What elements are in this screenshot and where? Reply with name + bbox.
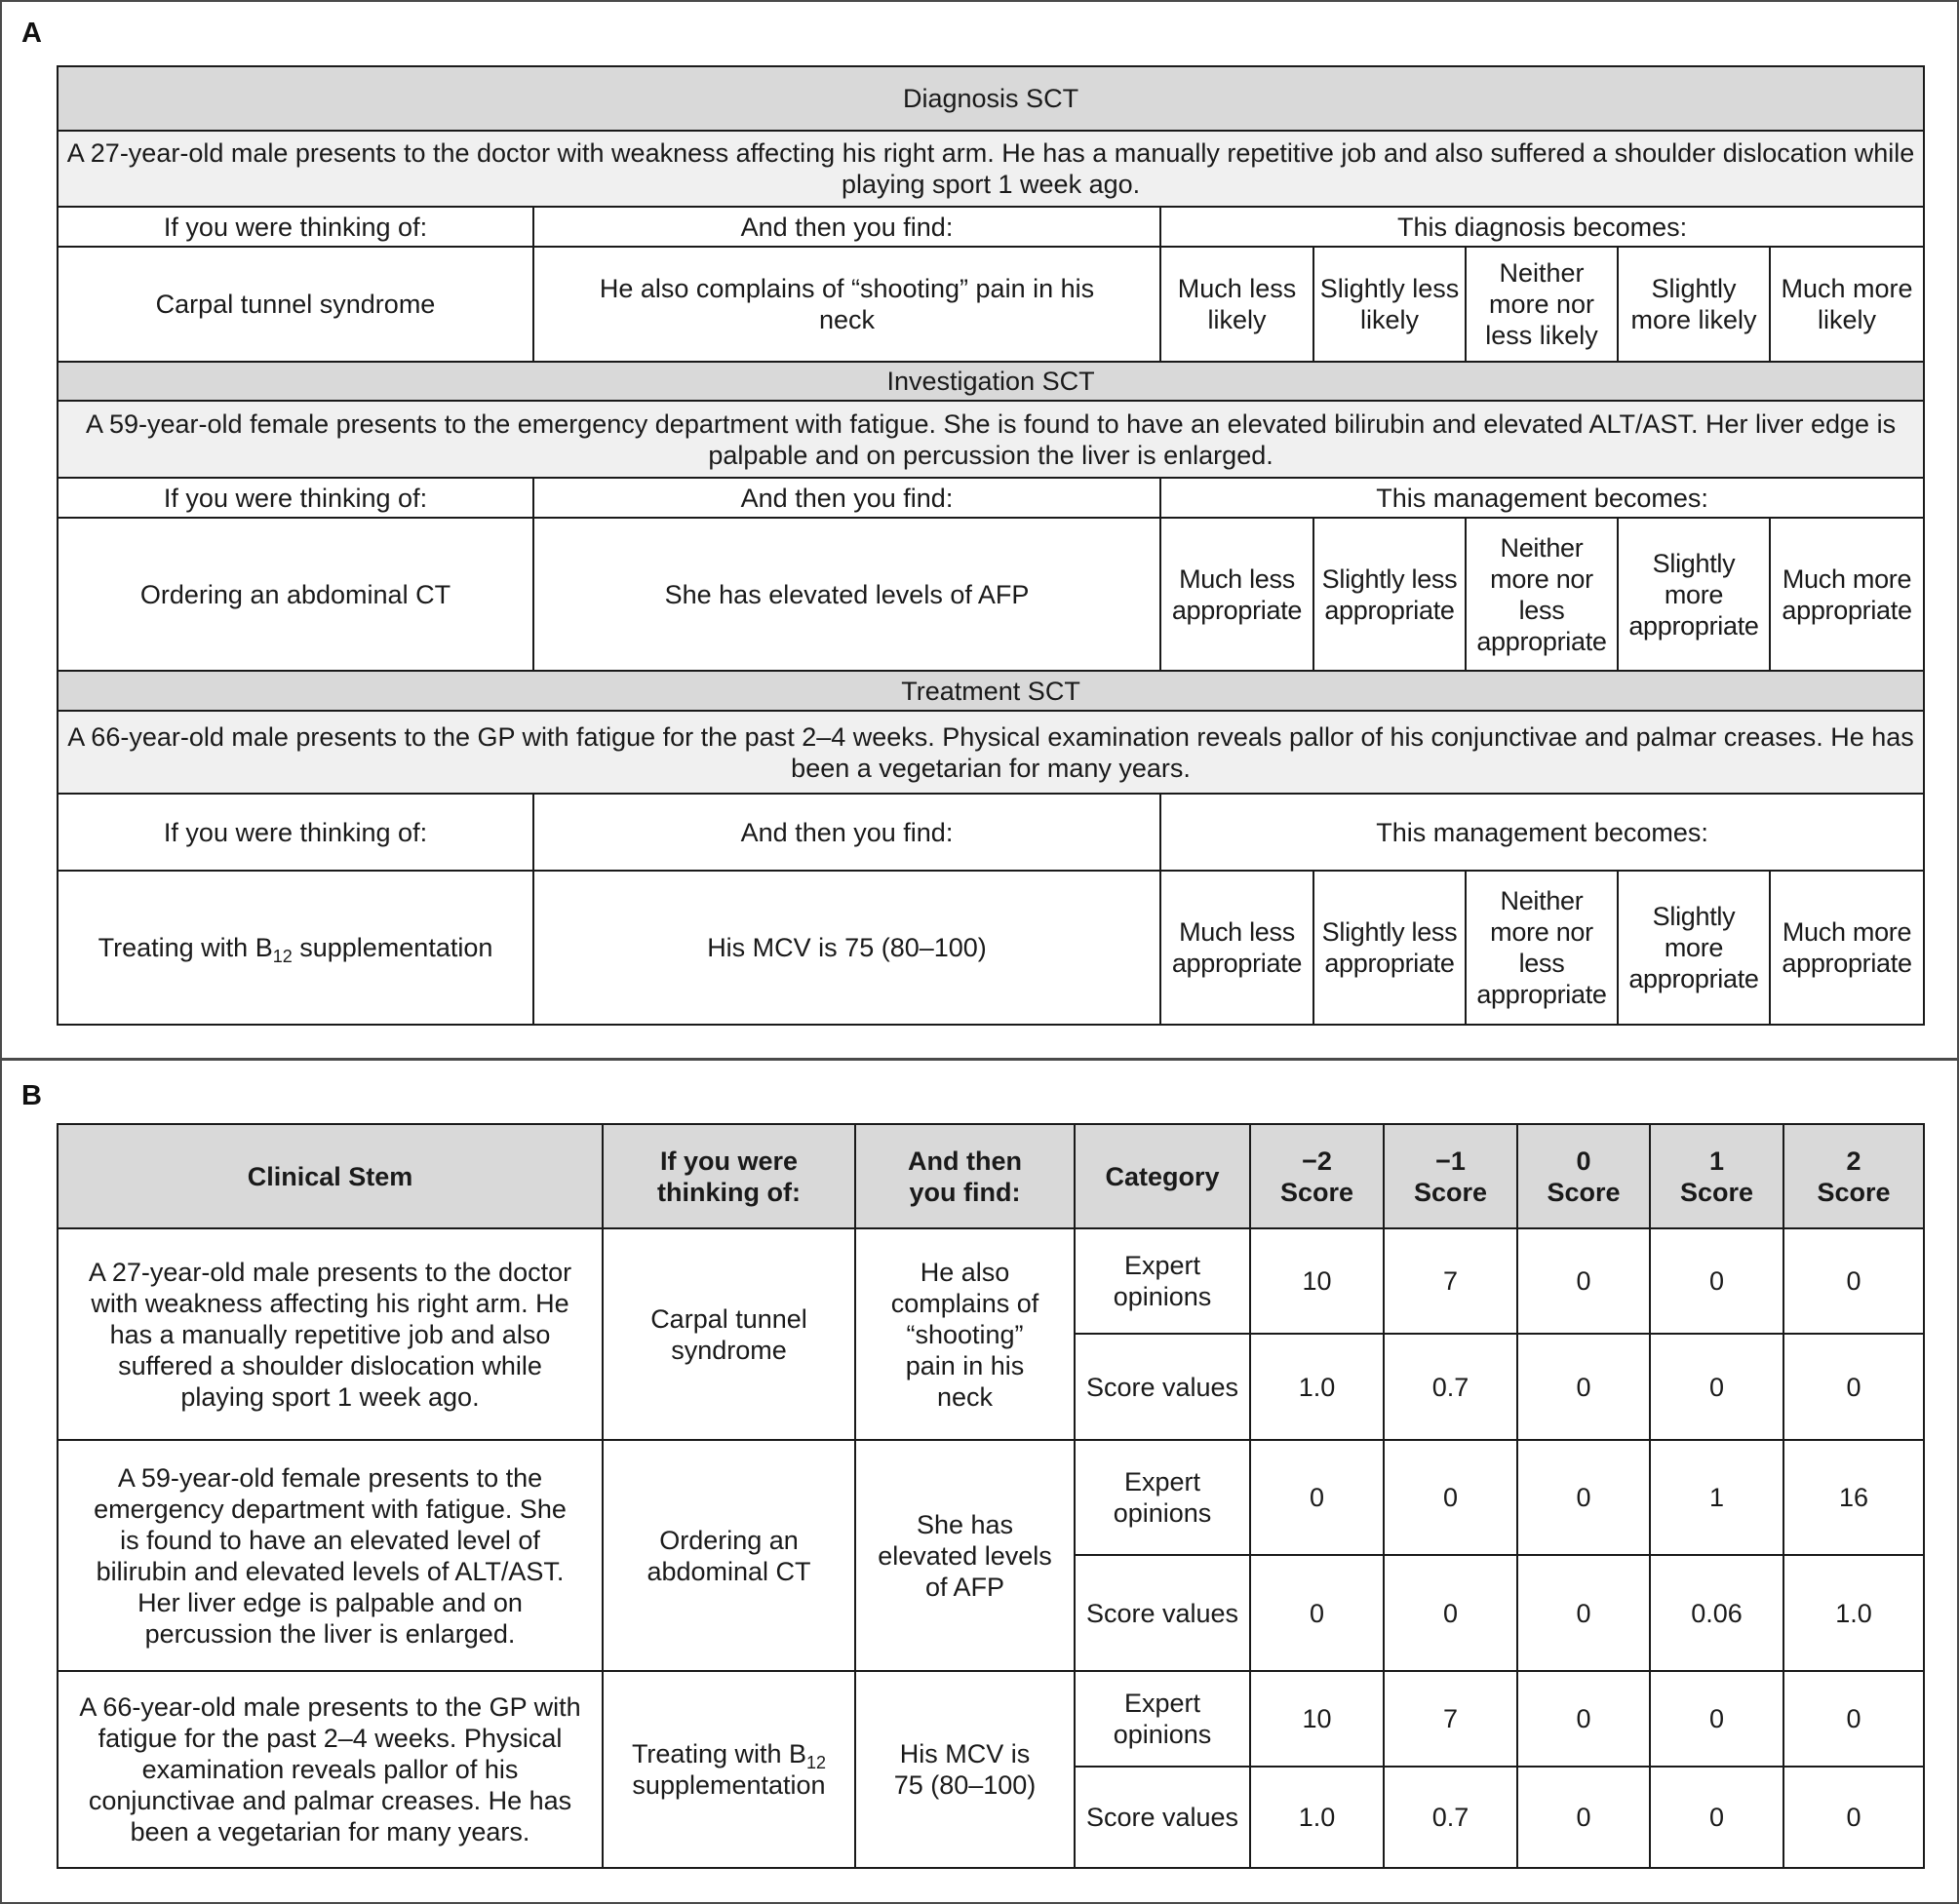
column-header-thinking-of: If you were thinking of: [603,1124,855,1228]
header-becomes: This management becomes: [1160,794,1924,871]
expert-count: 0 [1650,1671,1783,1767]
category-label: Score values [1075,1555,1250,1671]
score-value: 0 [1576,1146,1591,1176]
scoring-table [57,1123,1925,1869]
expert-count: 0 [1783,1228,1924,1334]
score-value: 0 [1650,1334,1783,1440]
column-header-score-minus-2 [1250,1124,1384,1228]
likert-option-much-less: Much less likely [1160,247,1313,362]
score-value: 0.7 [1384,1767,1517,1868]
column-header-clinical-stem: Clinical Stem [58,1124,603,1228]
hypothesis-cell: Ordering an abdominal CT [603,1440,855,1671]
expert-count: 7 [1384,1671,1517,1767]
score-value: 0 [1517,1555,1650,1671]
hypothesis-text-suffix: supplementation [292,933,493,962]
column-header-then-find: And then you find: [855,1124,1075,1228]
expert-count: 0 [1650,1228,1783,1334]
clinical-stem-cell: A 66-year-old male presents to the GP with fatigue for the past 2–4 weeks. Physical examination reveals pallor of his conjunctivae and palmar creases. He has been a vegetarian for many years. [58,1671,603,1868]
sct-examples-table [57,65,1925,1026]
likert-option-much-less: Much less appropriate [1160,871,1313,1025]
likert-option-neither: Neither more nor less appropriate [1466,871,1618,1025]
header-becomes: This management becomes: [1160,478,1924,518]
score-label: Score [1413,1177,1488,1207]
hypothesis-cell [603,1671,855,1868]
expert-count: 1 [1650,1440,1783,1555]
header-then-find: And then you find: [533,207,1160,247]
expert-count: 0 [1384,1440,1517,1555]
likert-option-slightly-less: Slightly less likely [1313,247,1466,362]
column-header-score-minus-1 [1384,1124,1517,1228]
likert-option-slightly-more: Slightly more likely [1618,247,1770,362]
score-value: 0 [1783,1767,1924,1868]
new-finding-cell: She has elevated levels of AFP [855,1440,1075,1671]
panel-b [0,1058,1959,1904]
table-row [58,1671,1924,1767]
table-row [58,1440,1924,1555]
score-value: 0 [1783,1334,1924,1440]
new-finding-cell: He also complains of “shooting” pain in his neck [533,247,1160,362]
section-title-diagnosis: Diagnosis SCT [58,66,1924,131]
hypothesis-text-suffix: supplementation [632,1770,826,1800]
likert-option-much-more: Much more appropriate [1770,871,1924,1025]
score-value: 0.7 [1384,1334,1517,1440]
score-value: 0 [1650,1767,1783,1868]
likert-option-much-less: Much less appropriate [1160,518,1313,671]
expert-count: 0 [1517,1671,1650,1767]
new-finding-cell: His MCV is 75 (80–100) [855,1671,1075,1868]
hypothesis-text: Treating with B [98,933,273,962]
column-header-score-1 [1650,1124,1783,1228]
score-label: Score [1547,1177,1621,1207]
likert-option-neither: Neither more nor less appropriate [1466,518,1618,671]
expert-count: 10 [1250,1228,1384,1334]
category-label: Expert opinions [1075,1440,1250,1555]
score-value: 0 [1517,1334,1650,1440]
panel-label-b: B [21,1080,42,1111]
column-header-score-2 [1783,1124,1924,1228]
score-value: 2 [1846,1146,1861,1176]
subscript: 12 [806,1753,827,1772]
panel-label-a: A [21,18,42,49]
column-header-category: Category [1075,1124,1250,1228]
score-value: −1 [1435,1146,1466,1176]
clinical-stem-investigation: A 59-year-old female presents to the emergency department with fatigue. She is found to have an elevated bilirubin and elevated ALT/AST. Her liver edge is palpable and on percussion the liver is enlarged. [58,401,1924,478]
hypothesis-cell: Carpal tunnel syndrome [58,247,533,362]
expert-count: 0 [1250,1440,1384,1555]
score-label: Score [1817,1177,1891,1207]
score-value: 1 [1708,1146,1725,1176]
category-label: Score values [1075,1334,1250,1440]
likert-option-neither: Neither more nor less likely [1466,247,1618,362]
category-label: Expert opinions [1075,1671,1250,1767]
likert-option-much-more: Much more likely [1770,247,1924,362]
clinical-stem-diagnosis: A 27-year-old male presents to the doctor with weakness affecting his right arm. He has a manually repetitive job and also suffered a shoulder dislocation while playing sport 1 week ago. [58,131,1924,207]
score-label: Score [1279,1177,1354,1207]
clinical-stem-cell: A 27-year-old male presents to the doctor with weakness affecting his right arm. He has a manually repetitive job and also suffered a shoulder dislocation while playing sport 1 week ago. [58,1228,603,1440]
category-label: Expert opinions [1075,1228,1250,1334]
likert-option-slightly-more: Slightly more appropriate [1618,871,1770,1025]
score-value: 0.06 [1650,1555,1783,1671]
score-label: Score [1679,1177,1754,1207]
clinical-stem-treatment: A 66-year-old male presents to the GP with fatigue for the past 2–4 weeks. Physical examination reveals pallor of his conjunctivae and palmar creases. He has been a vegetarian for many years. [58,711,1924,794]
expert-count: 0 [1783,1671,1924,1767]
new-finding-cell: She has elevated levels of AFP [533,518,1160,671]
likert-option-slightly-less: Slightly less appropriate [1313,518,1466,671]
category-label: Score values [1075,1767,1250,1868]
new-finding-cell: His MCV is 75 (80–100) [533,871,1160,1025]
section-title-treatment: Treatment SCT [58,671,1924,711]
subscript: 12 [272,947,293,966]
expert-count: 10 [1250,1671,1384,1767]
section-title-investigation: Investigation SCT [58,362,1924,401]
header-thinking-of: If you were thinking of: [58,207,533,247]
score-value: 0 [1517,1767,1650,1868]
score-value: −2 [1302,1146,1332,1176]
score-value: 1.0 [1250,1334,1384,1440]
expert-count: 0 [1517,1228,1650,1334]
header-thinking-of: If you were thinking of: [58,794,533,871]
hypothesis-cell [58,871,533,1025]
hypothesis-cell: Ordering an abdominal CT [58,518,533,671]
header-then-find: And then you find: [533,478,1160,518]
expert-count: 0 [1517,1440,1650,1555]
expert-count: 16 [1783,1440,1924,1555]
score-value: 0 [1384,1555,1517,1671]
new-finding-cell: He also complains of “shooting” pain in his neck [855,1228,1075,1440]
likert-option-slightly-more: Slightly more appropriate [1618,518,1770,671]
score-value: 1.0 [1783,1555,1924,1671]
hypothesis-cell: Carpal tunnel syndrome [603,1228,855,1440]
clinical-stem-cell: A 59-year-old female presents to the emergency department with fatigue. She is found to have an elevated level of bilirubin and elevated levels of ALT/AST. Her liver edge is palpable and on percussion the liver is enlarged. [58,1440,603,1671]
header-then-find: And then you find: [533,794,1160,871]
header-thinking-of: If you were thinking of: [58,478,533,518]
likert-option-slightly-less: Slightly less appropriate [1313,871,1466,1025]
table-row [58,1228,1924,1334]
header-becomes: This diagnosis becomes: [1160,207,1924,247]
likert-option-much-more: Much more appropriate [1770,518,1924,671]
hypothesis-text: Treating with B [631,1739,807,1768]
score-value: 1.0 [1250,1767,1384,1868]
score-value: 0 [1250,1555,1384,1671]
column-header-score-0 [1517,1124,1650,1228]
expert-count: 7 [1384,1228,1517,1334]
